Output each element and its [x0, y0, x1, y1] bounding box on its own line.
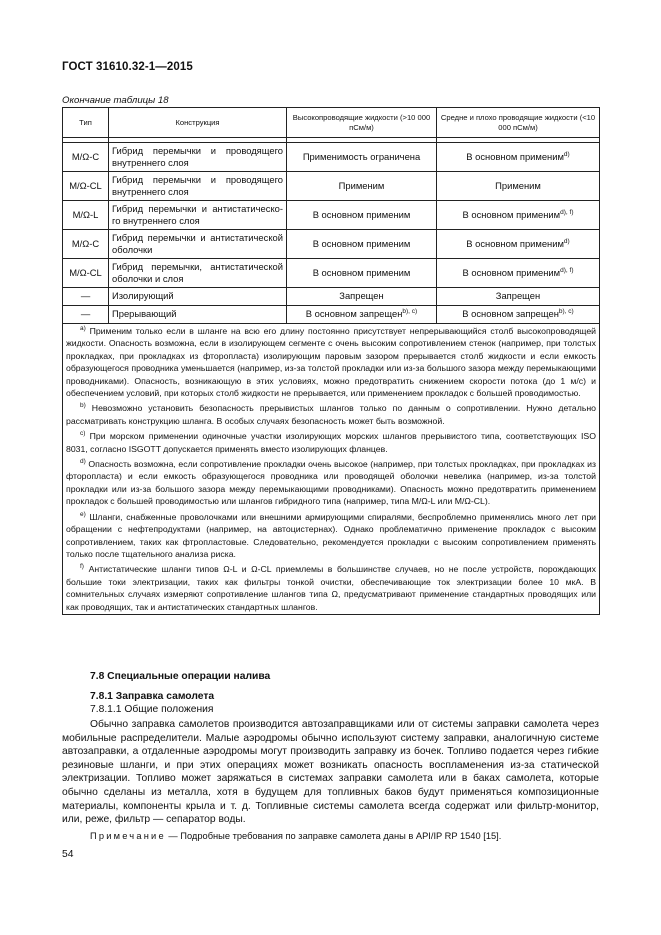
cell-low: Применим: [437, 172, 600, 201]
cell-construction: Гибрид перемычки и антистатической оболочки: [109, 230, 287, 259]
column-header-type: Тип: [63, 108, 109, 138]
table-row: [63, 288, 600, 306]
cell-type: М/Ω-CL: [63, 259, 109, 288]
cell-construction: Изолирующий: [109, 288, 287, 306]
footnote-e: $^{e)}$ Шланги, снабженные проволочками или внешними армирующими спиралями, беспроблемно применялись много лет при обращении с нефтепродуктами (например, на автоцистернах). Однако проблематично применение прокладок с высоким сопротивлением, таких как фтропластовые. Следовательно, рекомендуется прокладки с высоким сопротивлением применять только после тщательного анализа риска.: [66, 510, 597, 559]
column-header-low-conductivity: Средне и плохо проводящие жидкости (<10 000 пСм/м): [437, 108, 600, 138]
table-caption: Окончание таблицы 18: [62, 95, 169, 106]
section-heading-7-8-1-1: 7.8.1.1 Общие положения: [90, 704, 214, 715]
cell-low: В основном применим$^{d)}$: [437, 143, 600, 172]
cell-construction: Гибрид перемычки, антистатической оболочки и слоя: [109, 259, 287, 288]
column-header-construction: Конструкция: [109, 108, 287, 138]
footnote-d: $^{d)}$ Опасность возможна, если сопротивление прокладки очень высокое (например, при толстых прокладках, при прокладках из фторопласта) и если емкость образующегося проводника или проводящей оболочки невелика (например, из-за толстой прокладки или из-за большого зазора между перемыкающими проводниками). Опасность можно предотвратить применением прокладок с большей проводимостью или шлангов гибридного типа (например, типа М/Ω-L или М/Ω-CL).: [66, 458, 596, 507]
cell-high: Запрещен: [287, 288, 437, 306]
table-notes-row: [63, 324, 600, 615]
section-heading-7-8: 7.8 Специальные операции налива: [90, 671, 271, 682]
cell-type: М/Ω-С: [63, 230, 109, 259]
cell-construction: Прерывающий: [109, 306, 287, 324]
cell-construction: Гибрид перемычки и антистатическо-го внутреннего слоя: [109, 201, 287, 230]
remark: [90, 831, 501, 841]
cell-high: В основном применим: [287, 259, 437, 288]
cell-type: М/Ω-L: [63, 201, 109, 230]
table-18: [62, 107, 600, 615]
cell-low: В основном запрещен$^{b), c)}$: [437, 306, 600, 324]
footnote-f: $^{f)}$ Антистатические шланги типов Ω-L и Ω-CL приемлемы в большинстве случаев, но не после устройств, порождающих большие токи электризации, таких как фильтры тонкой очистки, обеспечивающие ток электризации более 10 мкА. В сомнительных случаях измеряют сопротивление шлангов типа Ω, предусматривают применение стандартных проводящих или как проводящих, так и антистатических стандартных шлангов.: [66, 563, 596, 612]
footnote-c: $^{c)}$ При морском применении одиночные участки изолирующих морских шлангов прерывистого типа, соответствующих ISO 8031, согласно ISGOTT допускается применять вместо изолирующих фланцев.: [66, 430, 596, 454]
table-row: [63, 143, 600, 172]
cell-high: Применимость ограничена: [287, 143, 437, 172]
table-row: [63, 259, 600, 288]
cell-high: В основном запрещен$^{b), c)}$: [287, 306, 437, 324]
cell-type: —: [63, 306, 109, 324]
table-header-row: [63, 108, 600, 138]
remark-text: — Подробные требования по заправке самолета даны в API/IP RP 1540 [15].: [165, 831, 502, 841]
cell-type: М/Ω-CL: [63, 172, 109, 201]
footnote-b: $^{b)}$ Невозможно установить безопасность прерывистых шлангов только по данным о сопротивлении. Нужно детально рассматривать конструкцию шланга. В особых случаях безопасность может быть возможной.: [66, 402, 596, 426]
cell-low: Запрещен: [437, 288, 600, 306]
cell-high: В основном применим: [287, 230, 437, 259]
body-paragraph: Обычно заправка самолетов производится автозаправщиками или от системы заправки самолета через мобильные распределители. Малые аэродромы обычно используют систему заправки, аналогичную системе автозаправки, а отдаленные аэродромы могут производить заправку из бочек. Топливо подается через гибкие резиновые шланги, и при этих операциях может возникать опасность воспламенения из-за статической электризации. Топливо может заряжаться в системах заправки самолета или в баках самолета, которые обычно сделаны из металла, хотя в будущем для топливных баков будут применяться композиционные материалы, компоненты крыла и т. д. Топливные системы самолета всегда содержат или фильтр-монитор, или, реже, фильтр — сепаратор воды.: [62, 719, 599, 826]
cell-high: В основном применим: [287, 201, 437, 230]
cell-type: —: [63, 288, 109, 306]
cell-type: М/Ω-С: [63, 143, 109, 172]
document-title: ГОСТ 31610.32-1—2015: [62, 61, 193, 73]
table-row: [63, 201, 600, 230]
cell-construction: Гибрид перемычки и проводящего внутреннего слоя: [109, 172, 287, 201]
table-row: [63, 230, 600, 259]
section-heading-7-8-1: 7.8.1 Заправка самолета: [90, 691, 215, 702]
cell-low: В основном применим$^{d), f)}$: [437, 201, 600, 230]
cell-construction: Гибрид перемычки и проводящего внутреннего слоя: [109, 143, 287, 172]
page-number: 54: [62, 849, 74, 860]
table-notes: [63, 324, 600, 615]
footnote-a: $^{a)}$ Применим только если в шланге на всю его длину постоянно присутствует непрерывающийся столб высокопроводящей жидкости. Опасность возможна, если в изолирующем сегменте с очень высоким сопротивлением стенок (например, при толстых прокладках, при прокладках из фторопласта) изолирующим паровым зазором прерывается столб жидкости и если емкость образующегося проводника уменьшается (например, из-за толстой прокладки или из-за большого зазора между перемыкающими проводниками). Опасность, возникающую в этих условиях, можно предотвратить снижением скорости потока (до 1 м/с) и обеспечением условий, при которых столб жидкости не прерывается, или применением прокладок с большей проводимостью.: [66, 325, 597, 399]
table-row: [63, 306, 600, 324]
cell-low: В основном применим$^{d), f)}$: [437, 259, 600, 288]
table-row: [63, 172, 600, 201]
cell-low: В основном применим$^{d)}$: [437, 230, 600, 259]
cell-high: Применим: [287, 172, 437, 201]
remark-label: Примечание: [90, 831, 166, 841]
column-header-high-conductivity: Высокопроводящие жидкости (>10 000 пСм/м): [287, 108, 437, 138]
